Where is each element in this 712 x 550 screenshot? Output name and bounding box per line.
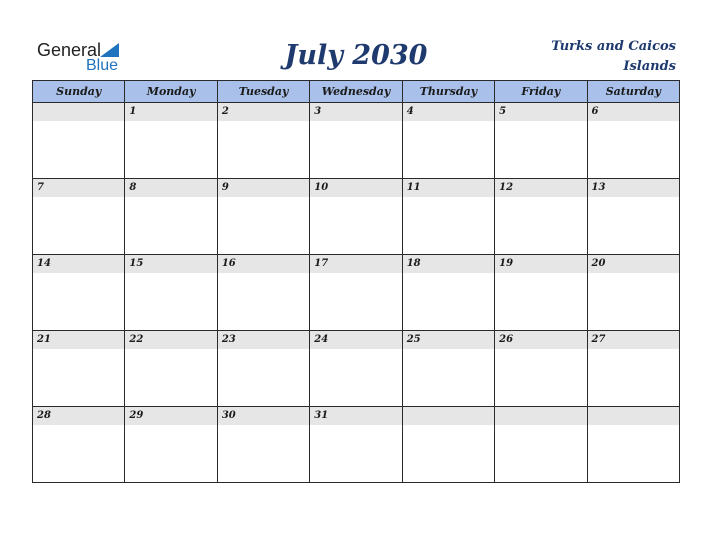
day-note-area [218,425,309,482]
day-cell [310,179,402,255]
day-cell [310,331,402,407]
day-cell [33,255,125,331]
day-number: 3 [310,103,401,121]
week-row [33,179,680,255]
day-note-area [310,197,401,254]
day-cell [310,407,402,483]
day-number: 20 [588,255,679,273]
day-number: 23 [218,331,309,349]
day-number: 27 [588,331,679,349]
day-number: 12 [495,179,586,197]
day-cell [402,255,494,331]
logo-general-text: General [37,40,102,60]
day-note-area [310,349,401,406]
day-note-area [310,273,401,330]
empty-day-cell [495,407,587,483]
day-note-area [495,425,586,482]
day-cell [495,331,587,407]
day-note-area [495,273,586,330]
logo-flag-icon [100,43,119,57]
week-row [33,331,680,407]
day-note-area [33,349,124,406]
day-number: 7 [33,179,124,197]
weekday-friday: Friday [495,81,587,103]
calendar-grid [32,80,680,483]
day-number: 31 [310,407,401,425]
day-number: 1 [125,103,216,121]
day-note-area [495,121,586,178]
day-note-area [310,121,401,178]
day-cell [587,331,679,407]
day-number: 5 [495,103,586,121]
day-cell [125,103,217,179]
day-cell [587,103,679,179]
day-note-area [218,121,309,178]
day-number: 21 [33,331,124,349]
day-number: 11 [403,179,494,197]
generalblue-logo [37,40,137,76]
day-number [403,407,494,425]
day-cell [33,407,125,483]
day-note-area [403,121,494,178]
day-number: 10 [310,179,401,197]
region-line-2: Islands [623,59,676,74]
day-number: 30 [218,407,309,425]
day-cell [587,179,679,255]
day-cell [217,407,309,483]
day-cell [402,331,494,407]
day-cell [125,255,217,331]
day-note-area [125,197,216,254]
day-number: 2 [218,103,309,121]
day-note-area [125,121,216,178]
day-cell [402,179,494,255]
day-number: 25 [403,331,494,349]
weekday-sunday: Sunday [33,81,125,103]
day-note-area [495,349,586,406]
region-name [500,37,676,77]
weekday-saturday: Saturday [587,81,679,103]
day-note-area [588,273,679,330]
day-note-area [33,425,124,482]
day-number [33,103,124,121]
weekday-tuesday: Tuesday [217,81,309,103]
day-cell [217,255,309,331]
day-number: 6 [588,103,679,121]
day-number: 15 [125,255,216,273]
logo-blue-text: Blue [86,57,119,74]
day-note-area [403,349,494,406]
day-number: 18 [403,255,494,273]
day-note-area [588,197,679,254]
day-number: 14 [33,255,124,273]
day-number: 13 [588,179,679,197]
calendar-body [33,103,680,483]
week-row [33,255,680,331]
day-number: 9 [218,179,309,197]
empty-day-cell [33,103,125,179]
day-cell [217,103,309,179]
day-note-area [218,349,309,406]
day-cell [125,331,217,407]
day-number: 22 [125,331,216,349]
weekday-header-row [33,81,680,103]
weekday-monday: Monday [125,81,217,103]
weekday-wednesday: Wednesday [310,81,402,103]
day-number: 17 [310,255,401,273]
region-line-1: Turks and Caicos [551,39,676,54]
day-number: 16 [218,255,309,273]
day-number: 26 [495,331,586,349]
day-number [495,407,586,425]
day-note-area [125,349,216,406]
day-note-area [403,425,494,482]
day-note-area [310,425,401,482]
day-cell [217,179,309,255]
day-note-area [588,425,679,482]
weekday-thursday: Thursday [402,81,494,103]
day-number: 8 [125,179,216,197]
day-cell [495,255,587,331]
day-cell [125,179,217,255]
day-cell [495,179,587,255]
day-cell [402,103,494,179]
day-note-area [33,121,124,178]
day-note-area [495,197,586,254]
page-title: July 2030 [284,40,428,71]
empty-day-cell [402,407,494,483]
day-cell [33,179,125,255]
day-cell [217,331,309,407]
day-number: 19 [495,255,586,273]
day-number: 28 [33,407,124,425]
day-cell [310,255,402,331]
empty-day-cell [587,407,679,483]
day-note-area [125,425,216,482]
day-cell [33,331,125,407]
day-note-area [588,349,679,406]
week-row [33,407,680,483]
day-note-area [218,273,309,330]
day-cell [495,103,587,179]
day-number: 29 [125,407,216,425]
day-number: 24 [310,331,401,349]
day-note-area [218,197,309,254]
day-note-area [33,273,124,330]
day-note-area [403,197,494,254]
day-note-area [33,197,124,254]
day-cell [125,407,217,483]
day-cell [587,255,679,331]
day-cell [310,103,402,179]
day-number [588,407,679,425]
day-note-area [588,121,679,178]
day-note-area [403,273,494,330]
day-note-area [125,273,216,330]
week-row [33,103,680,179]
day-number: 4 [403,103,494,121]
